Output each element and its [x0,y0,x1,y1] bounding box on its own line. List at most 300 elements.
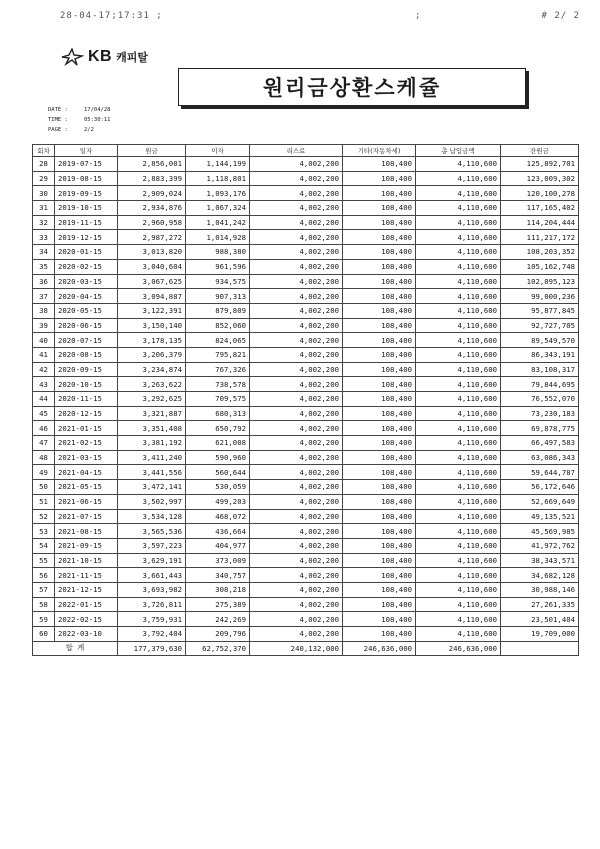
table-row [33,347,579,362]
cell-lease: 4,002,200 [250,494,343,509]
cell-balance: 120,100,278 [501,186,579,201]
cell-lease: 4,002,200 [250,186,343,201]
cell-other-tax: 108,400 [343,274,416,289]
cell-interest: 436,664 [186,524,250,539]
total-lease: 240,132,000 [250,641,343,655]
cell-date: 2019-08-15 [55,171,118,186]
cell-interest: 275,389 [186,597,250,612]
cell-round: 36 [33,274,55,289]
header-total-payment: 총 납입금액 [416,145,501,157]
cell-total-payment: 4,110,600 [416,347,501,362]
meta-page-label: PAGE : [48,127,68,133]
cell-interest: 1,144,199 [186,157,250,172]
cell-total-payment: 4,110,600 [416,333,501,348]
total-principal: 177,379,630 [118,641,186,655]
cell-balance: 30,988,146 [501,582,579,597]
cell-balance: 92,727,705 [501,318,579,333]
cell-interest: 680,313 [186,406,250,421]
meta-page [48,127,94,133]
cell-other-tax: 108,400 [343,186,416,201]
meta-time-value: 05:30:11 [84,117,111,123]
cell-principal: 3,759,931 [118,612,186,627]
logo-kb-text: KB [88,48,113,65]
cell-date: 2019-11-15 [55,215,118,230]
cell-date: 2019-07-15 [55,157,118,172]
cell-total-payment: 4,110,600 [416,303,501,318]
cell-principal: 3,381,192 [118,436,186,451]
cell-round: 41 [33,347,55,362]
cell-lease: 4,002,200 [250,303,343,318]
cell-total-payment: 4,110,600 [416,494,501,509]
cell-date: 2022-02-15 [55,612,118,627]
cell-principal: 3,067,625 [118,274,186,289]
cell-interest: 340,757 [186,568,250,583]
cell-balance: 114,204,444 [501,215,579,230]
cell-date: 2021-01-15 [55,421,118,436]
cell-balance: 27,261,335 [501,597,579,612]
cell-balance: 89,549,570 [501,333,579,348]
cell-balance: 102,095,123 [501,274,579,289]
repayment-schedule-table [32,144,579,656]
cell-lease: 4,002,200 [250,465,343,480]
cell-other-tax: 108,400 [343,421,416,436]
table-row [33,362,579,377]
cell-date: 2021-05-15 [55,480,118,495]
cell-interest: 1,014,928 [186,230,250,245]
cell-other-tax: 108,400 [343,480,416,495]
cell-interest: 709,575 [186,392,250,407]
cell-round: 59 [33,612,55,627]
cell-round: 57 [33,582,55,597]
cell-balance: 83,108,317 [501,362,579,377]
cell-lease: 4,002,200 [250,347,343,362]
cell-round: 52 [33,509,55,524]
cell-total-payment: 4,110,600 [416,524,501,539]
table-row [33,201,579,216]
total-interest: 62,752,370 [186,641,250,655]
table-row [33,186,579,201]
table-row [33,171,579,186]
meta-time-label: TIME : [48,117,68,123]
table-row [33,480,579,495]
cell-balance: 66,497,583 [501,436,579,451]
cell-date: 2020-05-15 [55,303,118,318]
cell-principal: 3,534,128 [118,509,186,524]
cell-principal: 3,502,997 [118,494,186,509]
cell-interest: 242,269 [186,612,250,627]
table-row [33,318,579,333]
cell-other-tax: 108,400 [343,494,416,509]
fax-header-page: # 2/ 2 [541,11,580,21]
cell-principal: 3,263,622 [118,377,186,392]
cell-total-payment: 4,110,600 [416,421,501,436]
cell-principal: 2,856,001 [118,157,186,172]
header-lease: 리스료 [250,145,343,157]
cell-date: 2020-07-15 [55,333,118,348]
table-row [33,157,579,172]
cell-balance: 41,972,762 [501,538,579,553]
table-row [33,259,579,274]
title-box [178,68,526,106]
cell-interest: 308,218 [186,582,250,597]
cell-other-tax: 108,400 [343,333,416,348]
cell-round: 34 [33,245,55,260]
cell-lease: 4,002,200 [250,436,343,451]
cell-other-tax: 108,400 [343,230,416,245]
cell-balance: 23,501,404 [501,612,579,627]
cell-other-tax: 108,400 [343,538,416,553]
cell-total-payment: 4,110,600 [416,377,501,392]
cell-principal: 3,321,887 [118,406,186,421]
cell-principal: 3,292,625 [118,392,186,407]
cell-lease: 4,002,200 [250,318,343,333]
cell-interest: 499,203 [186,494,250,509]
cell-lease: 4,002,200 [250,289,343,304]
cell-lease: 4,002,200 [250,524,343,539]
cell-round: 60 [33,627,55,642]
cell-balance: 34,682,128 [501,568,579,583]
cell-date: 2022-01-15 [55,597,118,612]
cell-round: 46 [33,421,55,436]
cell-total-payment: 4,110,600 [416,597,501,612]
cell-balance: 125,892,701 [501,157,579,172]
cell-round: 55 [33,553,55,568]
cell-other-tax: 108,400 [343,318,416,333]
cell-interest: 1,118,801 [186,171,250,186]
cell-round: 43 [33,377,55,392]
cell-round: 30 [33,186,55,201]
table-row [33,421,579,436]
cell-balance: 117,165,402 [501,201,579,216]
cell-date: 2020-06-15 [55,318,118,333]
cell-date: 2020-09-15 [55,362,118,377]
cell-other-tax: 108,400 [343,201,416,216]
table-row [33,450,579,465]
cell-round: 33 [33,230,55,245]
cell-interest: 209,796 [186,627,250,642]
cell-total-payment: 4,110,600 [416,259,501,274]
cell-lease: 4,002,200 [250,245,343,260]
cell-date: 2022-03-10 [55,627,118,642]
fax-header-left: 28-04-17;17:31 ; [60,11,163,21]
cell-interest: 852,060 [186,318,250,333]
header-balance: 잔원금 [501,145,579,157]
cell-round: 38 [33,303,55,318]
cell-total-payment: 4,110,600 [416,171,501,186]
cell-balance: 52,669,649 [501,494,579,509]
cell-date: 2021-03-15 [55,450,118,465]
table-row [33,612,579,627]
cell-interest: 590,960 [186,450,250,465]
cell-lease: 4,002,200 [250,215,343,230]
meta-date-label: DATE : [48,107,68,113]
cell-lease: 4,002,200 [250,553,343,568]
cell-total-payment: 4,110,600 [416,230,501,245]
cell-interest: 907,313 [186,289,250,304]
cell-round: 58 [33,597,55,612]
cell-other-tax: 108,400 [343,568,416,583]
cell-balance: 59,644,787 [501,465,579,480]
cell-date: 2020-12-15 [55,406,118,421]
cell-date: 2020-11-15 [55,392,118,407]
cell-round: 53 [33,524,55,539]
cell-round: 44 [33,392,55,407]
cell-total-payment: 4,110,600 [416,289,501,304]
cell-balance: 111,217,172 [501,230,579,245]
cell-total-payment: 4,110,600 [416,406,501,421]
cell-principal: 3,040,604 [118,259,186,274]
cell-balance: 69,878,775 [501,421,579,436]
cell-balance: 95,877,845 [501,303,579,318]
cell-other-tax: 108,400 [343,215,416,230]
table-row [33,377,579,392]
cell-other-tax: 108,400 [343,259,416,274]
header-principal: 원금 [118,145,186,157]
table-row [33,245,579,260]
cell-principal: 3,629,191 [118,553,186,568]
cell-date: 2020-03-15 [55,274,118,289]
cell-principal: 2,960,958 [118,215,186,230]
cell-other-tax: 108,400 [343,582,416,597]
cell-lease: 4,002,200 [250,582,343,597]
cell-total-payment: 4,110,600 [416,392,501,407]
cell-balance: 38,343,571 [501,553,579,568]
cell-interest: 468,072 [186,509,250,524]
cell-balance: 108,203,352 [501,245,579,260]
cell-date: 2020-02-15 [55,259,118,274]
cell-date: 2020-01-15 [55,245,118,260]
cell-round: 48 [33,450,55,465]
cell-principal: 2,909,024 [118,186,186,201]
cell-other-tax: 108,400 [343,553,416,568]
cell-total-payment: 4,110,600 [416,157,501,172]
cell-principal: 2,934,876 [118,201,186,216]
cell-principal: 3,726,811 [118,597,186,612]
cell-total-payment: 4,110,600 [416,538,501,553]
cell-lease: 4,002,200 [250,509,343,524]
cell-interest: 934,575 [186,274,250,289]
cell-other-tax: 108,400 [343,347,416,362]
cell-lease: 4,002,200 [250,333,343,348]
table-row [33,538,579,553]
cell-date: 2021-07-15 [55,509,118,524]
kb-star-icon [60,48,84,66]
cell-balance: 86,343,191 [501,347,579,362]
cell-total-payment: 4,110,600 [416,436,501,451]
cell-other-tax: 108,400 [343,289,416,304]
cell-total-payment: 4,110,600 [416,582,501,597]
cell-interest: 560,644 [186,465,250,480]
cell-round: 47 [33,436,55,451]
cell-principal: 3,411,240 [118,450,186,465]
table-row [33,568,579,583]
cell-balance: 105,162,748 [501,259,579,274]
cell-lease: 4,002,200 [250,612,343,627]
cell-lease: 4,002,200 [250,259,343,274]
cell-other-tax: 108,400 [343,392,416,407]
cell-lease: 4,002,200 [250,421,343,436]
cell-date: 2020-04-15 [55,289,118,304]
cell-total-payment: 4,110,600 [416,201,501,216]
cell-lease: 4,002,200 [250,568,343,583]
cell-round: 42 [33,362,55,377]
cell-principal: 3,234,874 [118,362,186,377]
cell-date: 2021-04-15 [55,465,118,480]
table-row [33,582,579,597]
cell-interest: 621,008 [186,436,250,451]
cell-lease: 4,002,200 [250,171,343,186]
cell-principal: 2,883,399 [118,171,186,186]
cell-interest: 961,596 [186,259,250,274]
cell-balance: 73,230,183 [501,406,579,421]
table-row [33,524,579,539]
cell-date: 2021-10-15 [55,553,118,568]
table-row [33,274,579,289]
cell-principal: 3,597,223 [118,538,186,553]
cell-interest: 1,041,242 [186,215,250,230]
cell-total-payment: 4,110,600 [416,465,501,480]
cell-total-payment: 4,110,600 [416,215,501,230]
table-row [33,597,579,612]
cell-total-payment: 4,110,600 [416,480,501,495]
cell-interest: 767,326 [186,362,250,377]
cell-other-tax: 108,400 [343,171,416,186]
table-row [33,406,579,421]
cell-date: 2021-11-15 [55,568,118,583]
cell-balance: 99,000,236 [501,289,579,304]
cell-balance: 56,172,646 [501,480,579,495]
cell-interest: 373,009 [186,553,250,568]
cell-other-tax: 108,400 [343,465,416,480]
header-round: 회차 [33,145,55,157]
cell-round: 45 [33,406,55,421]
table-row [33,553,579,568]
cell-lease: 4,002,200 [250,480,343,495]
cell-date: 2020-08-15 [55,347,118,362]
cell-round: 35 [33,259,55,274]
cell-other-tax: 108,400 [343,406,416,421]
table-row [33,333,579,348]
cell-other-tax: 108,400 [343,157,416,172]
cell-principal: 3,351,408 [118,421,186,436]
table-row [33,465,579,480]
cell-date: 2019-09-15 [55,186,118,201]
cell-lease: 4,002,200 [250,274,343,289]
cell-total-payment: 4,110,600 [416,450,501,465]
table-row [33,303,579,318]
cell-lease: 4,002,200 [250,597,343,612]
cell-total-payment: 4,110,600 [416,627,501,642]
table-row [33,230,579,245]
cell-lease: 4,002,200 [250,406,343,421]
cell-interest: 988,380 [186,245,250,260]
company-logo [60,48,148,66]
cell-principal: 3,472,141 [118,480,186,495]
cell-total-payment: 4,110,600 [416,568,501,583]
cell-total-payment: 4,110,600 [416,509,501,524]
cell-round: 51 [33,494,55,509]
cell-date: 2019-10-15 [55,201,118,216]
cell-date: 2019-12-15 [55,230,118,245]
fax-header-middle: ; [415,11,422,21]
cell-principal: 2,987,272 [118,230,186,245]
cell-other-tax: 108,400 [343,509,416,524]
cell-interest: 824,065 [186,333,250,348]
cell-principal: 3,094,887 [118,289,186,304]
header-date: 일자 [55,145,118,157]
table-row [33,509,579,524]
cell-other-tax: 108,400 [343,612,416,627]
cell-interest: 530,059 [186,480,250,495]
cell-date: 2021-09-15 [55,538,118,553]
cell-lease: 4,002,200 [250,538,343,553]
cell-other-tax: 108,400 [343,627,416,642]
cell-date: 2020-10-15 [55,377,118,392]
cell-other-tax: 108,400 [343,450,416,465]
cell-balance: 19,709,000 [501,627,579,642]
header-interest: 이자 [186,145,250,157]
cell-interest: 879,809 [186,303,250,318]
cell-principal: 3,178,135 [118,333,186,348]
cell-balance: 76,552,070 [501,392,579,407]
table-row [33,494,579,509]
cell-round: 49 [33,465,55,480]
cell-lease: 4,002,200 [250,377,343,392]
cell-interest: 1,067,324 [186,201,250,216]
table-row [33,392,579,407]
table-header-row [33,145,579,157]
cell-lease: 4,002,200 [250,230,343,245]
cell-interest: 1,093,176 [186,186,250,201]
table-row [33,289,579,304]
total-balance [501,641,579,655]
cell-interest: 650,792 [186,421,250,436]
meta-time [48,117,111,123]
cell-lease: 4,002,200 [250,157,343,172]
cell-round: 28 [33,157,55,172]
cell-principal: 3,122,391 [118,303,186,318]
cell-principal: 3,661,443 [118,568,186,583]
cell-interest: 404,977 [186,538,250,553]
cell-balance: 63,086,343 [501,450,579,465]
cell-balance: 79,844,695 [501,377,579,392]
cell-lease: 4,002,200 [250,201,343,216]
cell-lease: 4,002,200 [250,450,343,465]
cell-balance: 49,135,521 [501,509,579,524]
meta-page-value: 2/2 [84,127,94,133]
page-title: 원리금상환스케쥴 [262,76,442,100]
cell-total-payment: 4,110,600 [416,318,501,333]
cell-balance: 45,569,985 [501,524,579,539]
cell-principal: 3,013,820 [118,245,186,260]
cell-lease: 4,002,200 [250,392,343,407]
cell-interest: 738,578 [186,377,250,392]
cell-other-tax: 108,400 [343,245,416,260]
cell-date: 2021-06-15 [55,494,118,509]
cell-total-payment: 4,110,600 [416,245,501,260]
cell-date: 2021-02-15 [55,436,118,451]
cell-lease: 4,002,200 [250,362,343,377]
cell-other-tax: 108,400 [343,436,416,451]
cell-round: 37 [33,289,55,304]
meta-date-value: 17/04/28 [84,107,111,113]
cell-lease: 4,002,200 [250,627,343,642]
cell-date: 2021-12-15 [55,582,118,597]
cell-other-tax: 108,400 [343,303,416,318]
cell-principal: 3,441,556 [118,465,186,480]
cell-balance: 123,009,302 [501,171,579,186]
cell-total-payment: 4,110,600 [416,274,501,289]
